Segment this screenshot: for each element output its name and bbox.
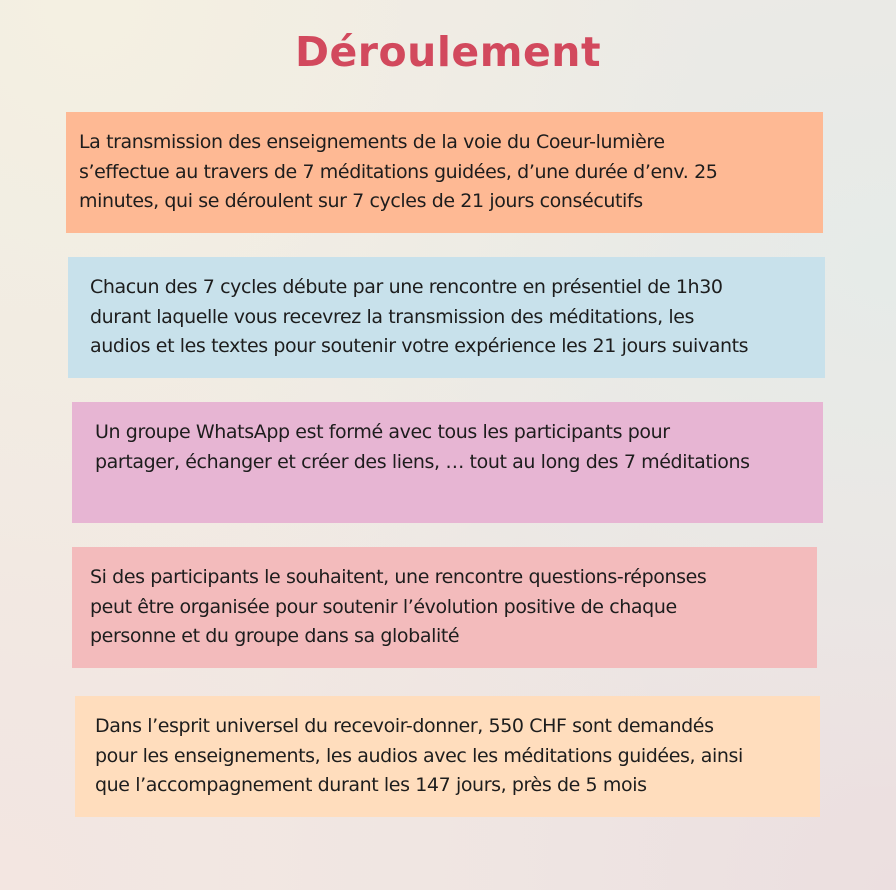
info-card-whatsapp — [72, 402, 823, 523]
card-text-line: Dans l’esprit universel du recevoir-donner, 550 CHF sont demandés — [95, 715, 714, 737]
card-text-line: partager, échanger et créer des liens, … tout au long des 7 méditations — [95, 450, 750, 473]
info-card-cycles — [68, 257, 825, 378]
card-text-line: Si des participants le souhaitent, une rencontre questions-réponses — [90, 566, 707, 588]
card-text-line: audios et les textes pour soutenir votre expérience les 21 jours suivants — [90, 335, 749, 357]
info-card-questions — [72, 547, 817, 668]
info-card-transmission — [66, 112, 823, 233]
card-text-line: personne et du groupe dans sa globalité — [90, 625, 460, 647]
card-text-line: durant laquelle vous recevrez la transmission des méditations, les — [90, 305, 695, 328]
info-card-price — [75, 696, 820, 817]
card-text-line: minutes, qui se déroulent sur 7 cycles de 21 jours consécutifs — [79, 190, 643, 212]
card-text-line: peut être organisée pour soutenir l’évolution positive de chaque — [90, 595, 677, 618]
card-text-line: que l’accompagnement durant les 147 jours, près de 5 mois — [95, 774, 647, 796]
card-text-line: Chacun des 7 cycles débute par une rencontre en présentiel de 1h30 — [90, 276, 723, 298]
card-text-line: Un groupe WhatsApp est formé avec tous les participants pour — [95, 421, 670, 443]
card-text-line: La transmission des enseignements de la voie du Coeur-lumière — [79, 131, 665, 153]
page-title: Déroulement — [294, 28, 602, 76]
card-text-line: s’effectue au travers de 7 méditations guidées, d’une durée d’env. 25 — [79, 160, 718, 183]
card-text-line: pour les enseignements, les audios avec les méditations guidées, ainsi — [95, 744, 743, 767]
